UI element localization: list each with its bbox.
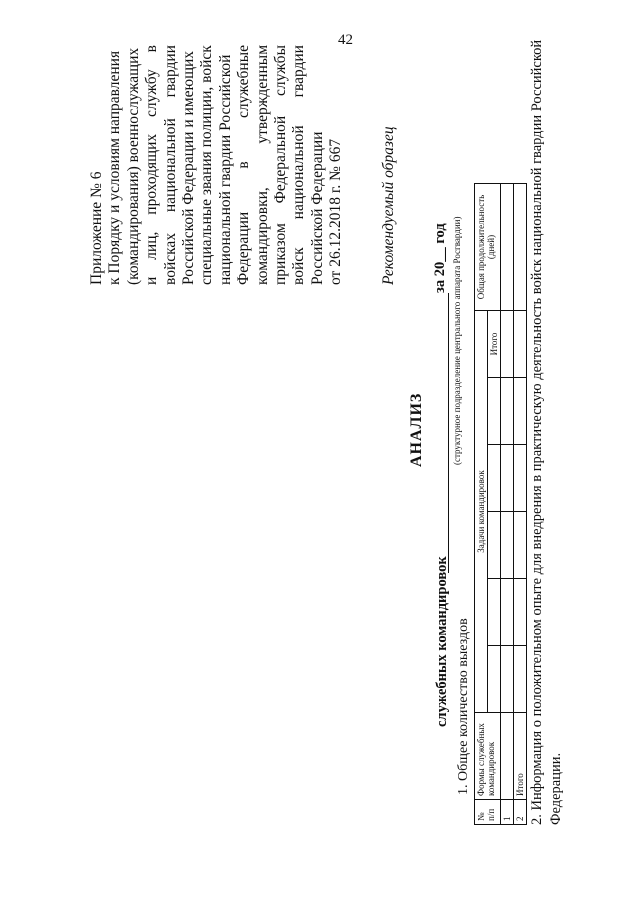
appendix-line (162, 45, 180, 285)
appendix-line (88, 45, 106, 285)
appendix-word: Российской Федерации и имеющих (180, 50, 198, 285)
appendix-line (198, 45, 216, 285)
row-num: 1 (501, 800, 514, 825)
section-2-text: 2. Информация о положительном опыте для внедрения в практическую деятельность войск национальной гвардии Российской Федерации. (529, 39, 564, 825)
appendix-word: национальной гвардии Российской (216, 54, 234, 285)
appendix-word: национальной (161, 118, 179, 213)
header-duration: Общая продолжительность (дней) (475, 184, 501, 311)
appendix-word: войск (290, 247, 308, 285)
appendix-line (143, 45, 161, 285)
appendix-word: приказом (272, 223, 290, 285)
appendix-line (309, 45, 327, 285)
subtitle-blank-line (448, 293, 449, 573)
appendix-word: служебные (235, 45, 253, 119)
appendix-line (235, 45, 253, 285)
appendix-word: и (143, 276, 161, 285)
appendix-word: войсках (161, 232, 179, 285)
appendix-line (327, 45, 345, 285)
appendix-word: проходящих (143, 133, 161, 215)
document-title: АНАЛИЗ (408, 392, 425, 467)
cell (501, 378, 514, 445)
appendix-line (106, 45, 124, 285)
task-col-3 (488, 512, 501, 579)
task-col-4 (488, 445, 501, 512)
cell (501, 184, 514, 311)
appendix-word: службу (143, 69, 161, 117)
header-num: № п/п (475, 800, 501, 825)
cell (501, 311, 514, 378)
appendix-word: национальной (290, 125, 308, 220)
sample-label: Рекомендуемый образец (380, 126, 397, 285)
appendix-word: Федеральной (272, 115, 290, 204)
structure-hint: (структурное подразделение центрального аппарата Росгвардии) (452, 216, 462, 465)
row-label (501, 713, 514, 800)
appendix-word: утвержденным (253, 45, 271, 144)
task-col-2 (488, 579, 501, 646)
row-label: Итого (514, 713, 527, 800)
appendix-line (125, 45, 143, 285)
table-row (501, 184, 514, 825)
appendix-word: гвардии (161, 45, 179, 98)
page-number: 42 (338, 32, 353, 48)
appendix-word: службы (272, 45, 290, 96)
cell (501, 646, 514, 713)
appendix-block (88, 45, 346, 285)
cell (501, 512, 514, 579)
cell (514, 311, 527, 378)
trips-table (474, 183, 527, 825)
cell (514, 646, 527, 713)
appendix-word: гвардии (290, 45, 308, 98)
appendix-word: от 26.12.2018 г. № 667 (327, 138, 345, 285)
table-row (514, 184, 527, 825)
cell (514, 378, 527, 445)
cell (501, 445, 514, 512)
task-col-5 (488, 378, 501, 445)
appendix-word: Федерации (235, 211, 253, 285)
appendix-word: Приложение № 6 (88, 171, 105, 285)
header-tasks: Задачи командировок (475, 311, 488, 713)
cell (514, 579, 527, 646)
appendix-word: в (235, 161, 253, 169)
row-num: 2 (514, 800, 527, 825)
appendix-word: лиц, (143, 231, 161, 260)
appendix-word: командировки, (253, 187, 271, 285)
subtitle-year: за 20__ год (432, 223, 448, 293)
table-header-row (475, 184, 488, 825)
appendix-word: специальные звания полиции, войск (198, 45, 216, 285)
appendix-word: Российской Федерации (308, 131, 326, 285)
cell (514, 445, 527, 512)
appendix-line (272, 45, 290, 285)
appendix-word: в (143, 45, 161, 53)
header-forms: Формы служебных командировок (475, 713, 501, 800)
section-1-heading: 1. Общее количество выездов (456, 618, 471, 795)
appendix-line (254, 45, 272, 285)
cell (514, 512, 527, 579)
subtitle-left: служебных командировок (434, 556, 450, 727)
appendix-word: к Порядку и условиям направления (106, 50, 124, 285)
task-col-1 (488, 646, 501, 713)
cell (514, 184, 527, 311)
appendix-line (180, 45, 198, 285)
appendix-line (217, 45, 235, 285)
cell (501, 579, 514, 646)
appendix-line (290, 45, 308, 285)
appendix-word: (командирования) военнослужащих (124, 47, 142, 285)
header-total: Итого (488, 311, 501, 378)
